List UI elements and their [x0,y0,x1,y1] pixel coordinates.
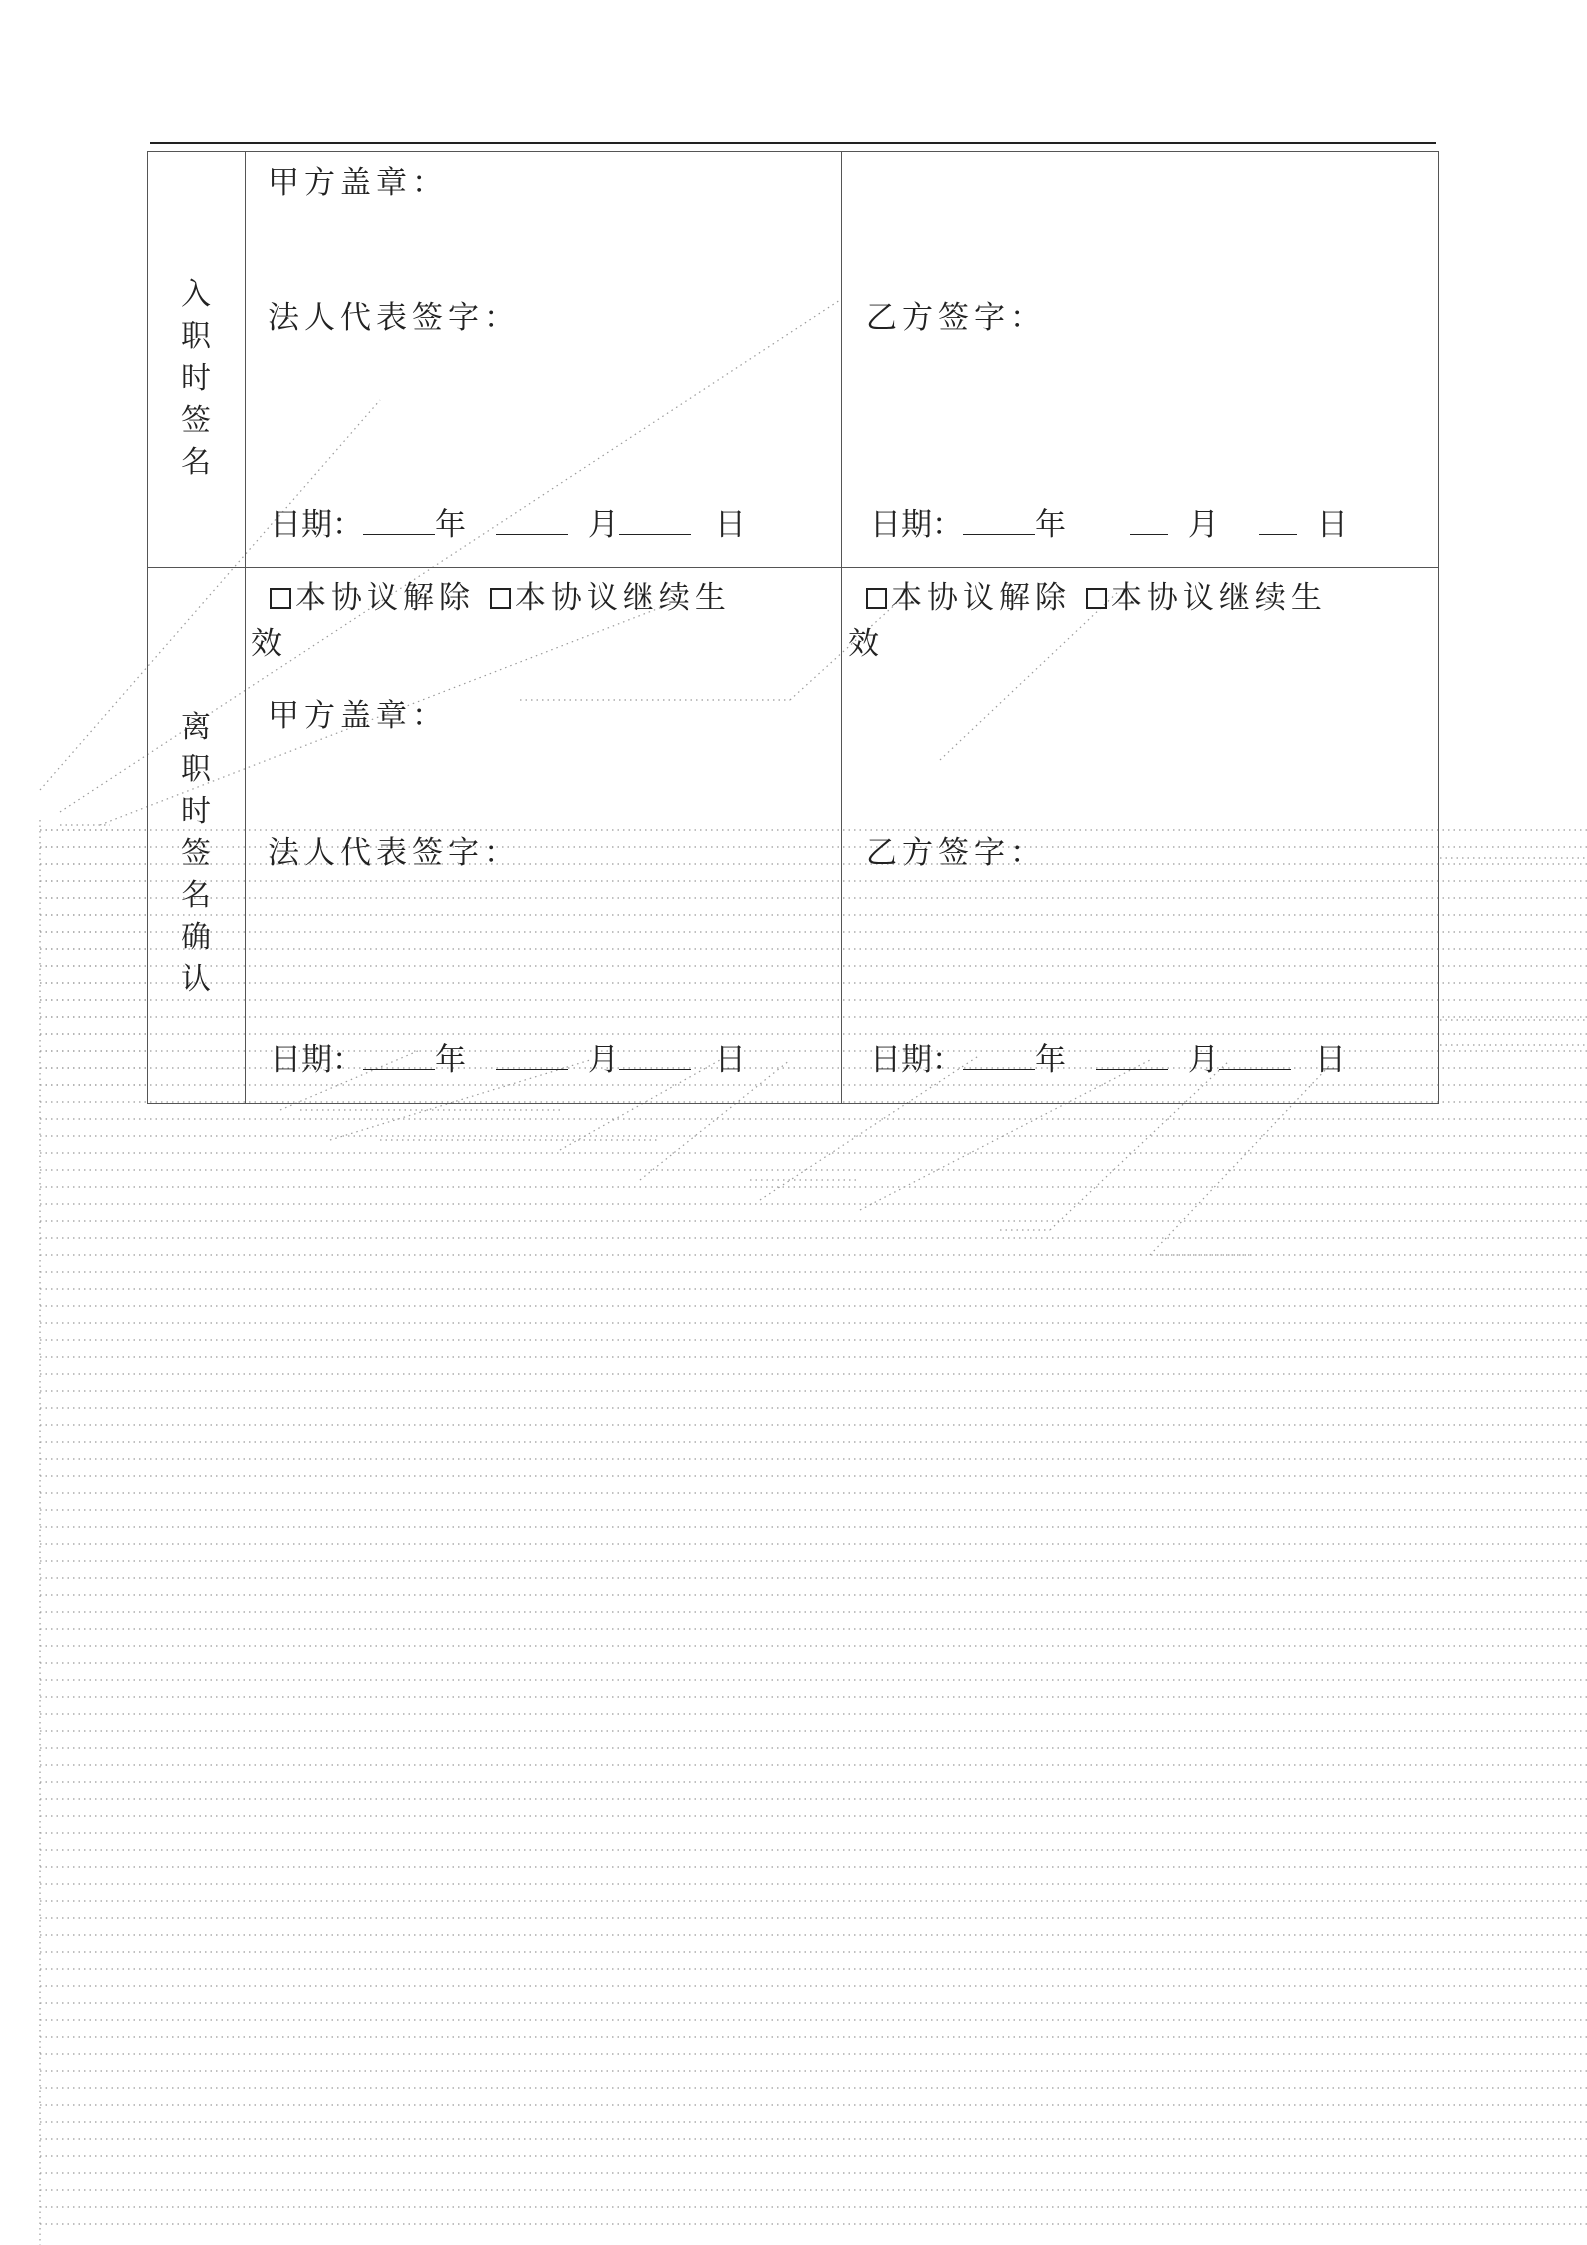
offboarding-party-b-date: 日期： 年 月 日 [870,1042,1346,1078]
onboarding-party-a-date: 日期： 年 月 日 [270,507,746,543]
terminate-checkbox[interactable] [270,588,291,609]
party-a-agreement-options [270,572,731,617]
onboarding-signature-label: 入 职 时 签 名 [181,277,211,480]
party-b-continue-wrap: 效 [848,626,884,662]
column-divider-label [245,152,246,1103]
onboarding-party-b-date: 日期： 年 月 日 [870,507,1348,543]
offboarding-party-a-seal: 甲方盖章： [268,698,448,734]
continue-checkbox[interactable] [1086,588,1107,609]
party-a-continue-wrap: 效 [251,626,287,662]
signature-table [147,151,1439,1104]
offboarding-legal-rep-signature: 法人代表签字： [268,835,520,871]
continue-option-label: 本协议继续生 [514,580,731,616]
terminate-option-label: 本协议解除 [295,580,475,616]
continue-checkbox[interactable] [490,588,511,609]
party-b-agreement-options [866,572,1327,617]
continue-option-label: 本协议继续生 [1110,580,1327,616]
onboarding-party-b-signature: 乙方签字： [866,300,1046,336]
row-divider [148,567,1438,568]
onboarding-party-a-seal: 甲方盖章： [268,165,448,201]
header-rule [150,142,1436,144]
terminate-option-label: 本协议解除 [891,580,1071,616]
terminate-checkbox[interactable] [866,588,887,609]
offboarding-party-b-signature: 乙方签字： [866,835,1046,871]
offboarding-party-a-date: 日期： 年 月 日 [270,1042,746,1078]
offboarding-confirmation-label: 离 职 时 签 名 确 认 [181,710,211,997]
onboarding-legal-rep-signature: 法人代表签字： [268,300,520,336]
column-divider-parties [841,152,842,1103]
